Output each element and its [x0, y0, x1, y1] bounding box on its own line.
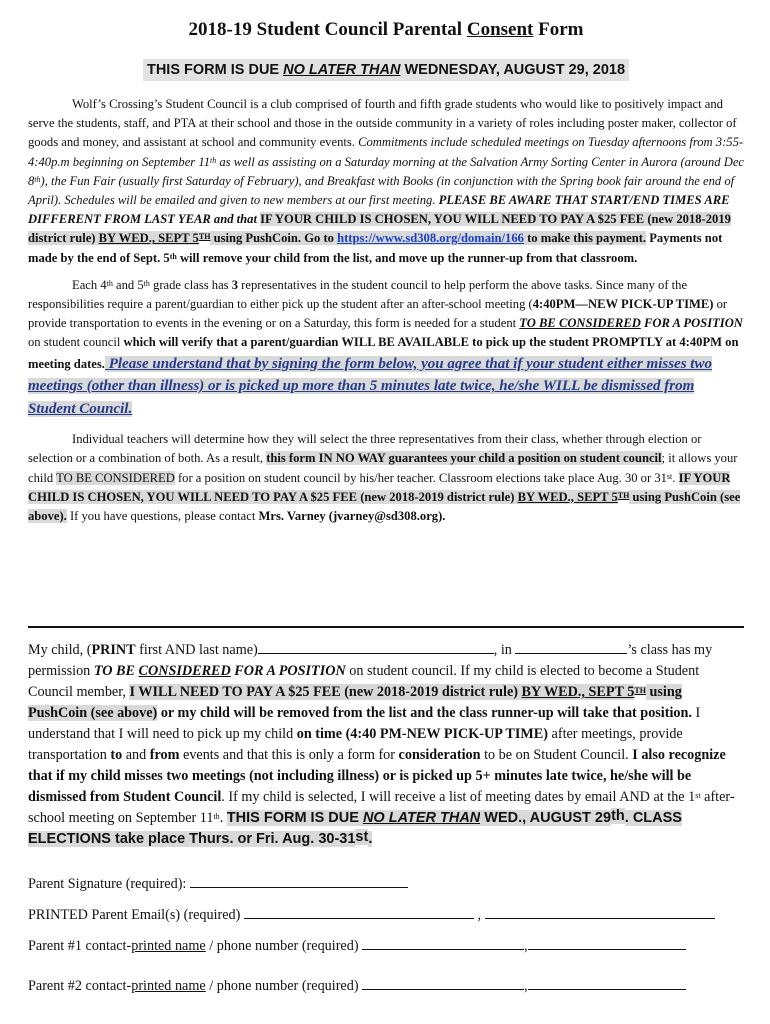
contact1-row: Parent #1 contact-printed name / phone number (required) ,	[28, 936, 686, 955]
title-text-end: Form	[533, 19, 584, 40]
contact1-phone-field[interactable]	[528, 936, 686, 950]
due-banner	[143, 59, 629, 81]
title-text: 2018-19 Student Council Parental	[188, 19, 467, 40]
contact2-row: Parent #2 contact-printed name / phone number (required) ,	[28, 976, 686, 995]
email-field-1[interactable]	[244, 905, 474, 919]
title-underlined: Consent	[466, 19, 534, 40]
representatives-paragraph: Each 4th and 5th grade class has 3 representatives in the student council to help perform the above tasks. Since many of the responsibilities require a parent/guardian to either pick up the student after an after-school meeting (4:40PM—NEW PICK-UP TIME) or provide transportation to events in the evening or on a Saturday, this form is needed for a student TO BE CONSIDERED FOR A POSITION on student council which will verify that a parent/guardian WILL BE AVAILABLE to pick up the student PROMPTLY at 4:40PM on meeting dates. Please understand that by signing the form below, you agree that if your student either misses two meetings (other than illness) or is picked up more than 5 minutes late twice, he/she WILL be dismissed from Student Council.	[28, 277, 743, 417]
contact2-name-field[interactable]	[362, 976, 524, 990]
due-banner-date: WEDNESDAY, AUGUST 29, 2018	[400, 62, 626, 78]
due-banner-text: THIS FORM IS DUE	[146, 62, 284, 78]
form-title	[28, 18, 744, 42]
email-label: PRINTED Parent Email(s) (required)	[28, 907, 241, 923]
email-row: PRINTED Parent Email(s) (required) ,	[28, 905, 715, 924]
child-name-field[interactable]	[258, 640, 494, 654]
due-banner-emph: NO LATER THAN	[283, 62, 401, 78]
consent-form-page	[28, 18, 744, 526]
contact2-phone-field[interactable]	[528, 976, 686, 990]
teacher-name-field[interactable]	[515, 640, 627, 654]
signature-field[interactable]	[190, 874, 408, 888]
consent-statement: My child, (PRINT first AND last name) , in ’s class has my permission TO BE CONSIDERED FOR A POSITION on student council. If my child is elected to become a Student Council member, I WILL NEED TO PAY A $25 FEE (new 2018-2019 district rule) BY WED., SEPT 5TH using PushCoin (see above) or my child will be removed from the list and the class runner-up will take that position. I understand that I will need to pick up my child on time (4:40 PM-NEW PICK-UP TIME) after meetings, provide transportation to and from events and that this is only a form for consideration to be on Student Council. I also recognize that if my child misses two meetings (not including illness) or is picked up 5+ minutes late twice, he/she will be dismissed from Student Council. If my child is selected, I will receive a list of meeting dates by email AND at the 1st after-school meeting on September 11th. THIS FORM IS DUE NO LATER THAN WED., AUGUST 29th. CLASS ELECTIONS take place Thurs. or Fri. Aug. 30-31st.	[28, 642, 735, 847]
payment-link[interactable]: https://www.sd308.org/domain/166	[337, 231, 524, 246]
dismissal-warning: Please understand that by signing the form below, you agree that if your student either misses two meetings (other than illness) or is picked up more than 5 minutes late twice, he/she WILL be dismissed from Student Council.	[28, 355, 712, 417]
signature-label: Parent Signature (required):	[28, 876, 187, 892]
signature-row	[28, 874, 408, 893]
email-field-2[interactable]	[485, 905, 715, 919]
selection-paragraph: Individual teachers will determine how they will select the three representatives from their class, whether through election or selection or a combination of both. As a result, this form IN NO WAY guarantees your child a position on student council; it allows your child TO BE CONSIDERED for a position on student council by his/her teacher. Classroom elections take place Aug. 30 or 31st. IF YOUR CHILD IS CHOSEN, YOU WILL NEED TO PAY A $25 FEE (new 2018-2019 district rule) BY WED., SEPT 5TH using PushCoin (see above). If you have questions, please contact Mrs. Varney (jvarney@sd308.org).	[28, 432, 741, 523]
contact2-label: Parent #2 contact-	[28, 978, 132, 994]
contact1-name-field[interactable]	[362, 936, 524, 950]
section-divider	[28, 626, 744, 628]
intro-paragraph: Wolf’s Crossing’s Student Council is a club comprised of fourth and fifth grade students who would like to positively impact and serve the students, staff, and PTA at their school and those in the outside community in a variety of roles including poster maker, collector of goods and money, and assistant at school and community events. Commitments include scheduled meetings on Tuesday afternoons from 3:55-4:40p.m beginning on September 11th as well as assisting on a Saturday morning at the Salvation Army Sorting Center in Aurora (around Dec 8th), the Fun Fair (usually first Saturday of February), and Breakfast with Books (in conjunction with the Spring book fair around the end of April). Schedules will be emailed and given to new members at our first meeting. PLEASE BE AWARE THAT START/END TIMES ARE DIFFERENT FROM LAST YEAR and that IF YOUR CHILD IS CHOSEN, YOU WILL NEED TO PAY A $25 FEE (new 2018-2019 district rule) BY WED., SEPT 5TH using PushCoin. Go to https://www.sd308.org/domain/166 to make this payment. Payments not made by the end of Sept. 5th will remove your child from the list, and move up the runner-up from that classroom.	[28, 97, 744, 265]
contact1-label: Parent #1 contact-	[28, 938, 132, 954]
due-banner-wrap	[28, 59, 744, 81]
